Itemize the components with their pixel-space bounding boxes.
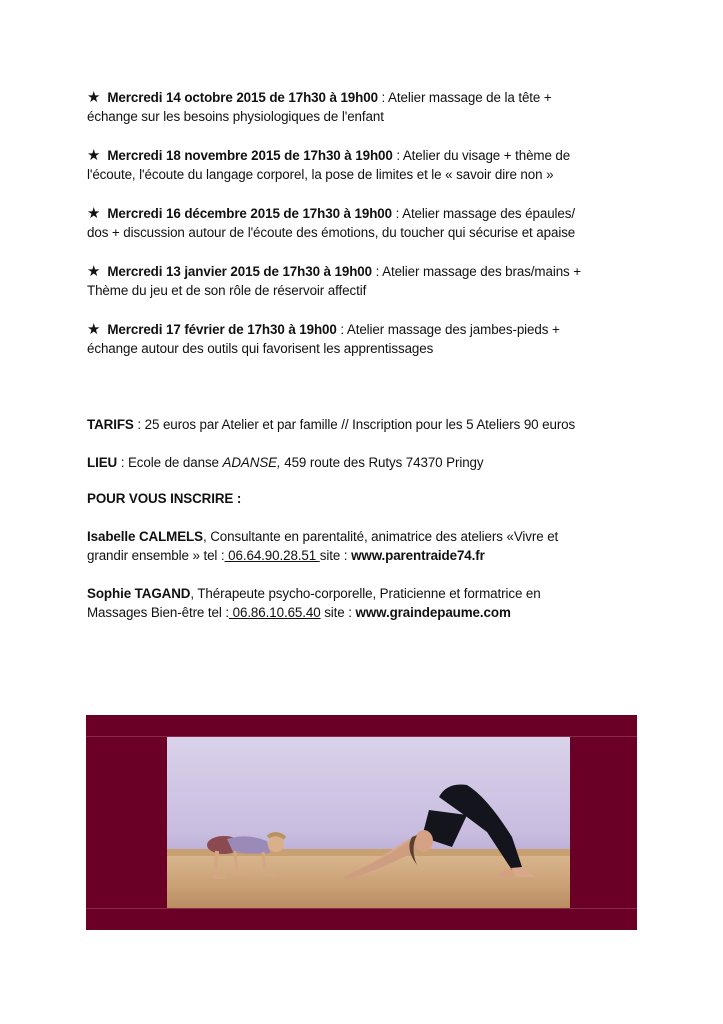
- workshop-item: [87, 88, 647, 126]
- contact-role: , Thérapeute psycho-corporelle, Praticienne et formatrice en: [190, 586, 541, 601]
- banner-divider: [86, 908, 637, 909]
- lieu-address: 459 route des Rutys 74370 Pringy: [280, 455, 484, 470]
- workshop-description: : Atelier massage des jambes-pieds +: [336, 322, 560, 337]
- workshop-description-cont: échange sur les besoins physiologiques de l'enfant: [87, 109, 384, 124]
- contact-name: Isabelle CALMELS: [87, 529, 203, 544]
- workshop-description-cont: l'écoute, l'écoute du langage corporel, la pose de limites et le « savoir dire non »: [87, 167, 554, 182]
- workshop-description: : Atelier massage des bras/mains +: [372, 264, 581, 279]
- star-icon: ★: [87, 89, 101, 106]
- workshop-description-cont: Thème du jeu et de son rôle de réservoir affectif: [87, 283, 367, 298]
- photo-banner: [86, 715, 637, 930]
- workshop-item: [87, 146, 647, 184]
- yoga-figures-illustration: [167, 737, 570, 908]
- contact-item: [87, 527, 647, 565]
- workshop-date: Mercredi 14 octobre 2015 de 17h30 à 19h00: [107, 90, 378, 105]
- tarifs-label: TARIFS: [87, 417, 134, 432]
- contact-phone[interactable]: 06.64.90.28.51: [224, 548, 320, 563]
- contact-site-link[interactable]: www.graindepaume.com: [355, 605, 511, 620]
- lieu-line: [87, 453, 647, 472]
- tarifs-text: : 25 euros par Atelier et par famille // Inscription pour les 5 Ateliers 90 euros: [133, 417, 576, 432]
- workshop-date: Mercredi 17 février de 17h30 à 19h00: [107, 322, 337, 337]
- contact-role: , Consultante en parentalité, animatrice des ateliers «Vivre et: [202, 529, 559, 544]
- site-label: site :: [320, 605, 356, 620]
- workshop-item: [87, 262, 647, 300]
- contact-item: [87, 584, 647, 622]
- lieu-text: : Ecole de danse: [117, 455, 223, 470]
- workshop-description: : Atelier massage des épaules/: [391, 206, 575, 221]
- contact-role-cont: Massages Bien-être tel :: [87, 605, 229, 620]
- workshop-description-cont: dos + discussion autour de l'écoute des émotions, du toucher qui sécurise et apaise: [87, 225, 576, 240]
- workshop-date: Mercredi 13 janvier 2015 de 17h30 à 19h00: [107, 264, 372, 279]
- workshop-description: : Atelier du visage + thème de: [392, 148, 571, 163]
- lieu-label: LIEU: [87, 455, 118, 470]
- inscription-heading: [87, 489, 647, 508]
- workshop-date: Mercredi 18 novembre 2015 de 17h30 à 19h00: [107, 148, 393, 163]
- star-icon: ★: [87, 321, 101, 338]
- site-label: site :: [319, 548, 352, 563]
- inscription-heading-text: POUR VOUS INSCRIRE :: [87, 491, 242, 506]
- venue-name: ADANSE,: [222, 455, 281, 470]
- contact-name: Sophie TAGAND: [87, 586, 191, 601]
- workshop-date: Mercredi 16 décembre 2015 de 17h30 à 19h00: [107, 206, 392, 221]
- star-icon: ★: [87, 147, 101, 164]
- yoga-photo: [167, 737, 570, 908]
- star-icon: ★: [87, 205, 101, 222]
- contact-role-cont: grandir ensemble » tel :: [87, 548, 225, 563]
- contact-site-link[interactable]: www.parentraide74.fr: [351, 548, 485, 563]
- workshop-description-cont: échange autour des outils qui favorisent les apprentissages: [87, 341, 434, 356]
- star-icon: ★: [87, 263, 101, 280]
- workshop-item: [87, 204, 647, 242]
- tarifs-line: [87, 415, 647, 434]
- workshop-description: : Atelier massage de la tête +: [377, 90, 552, 105]
- contact-phone[interactable]: 06.86.10.65.40: [229, 605, 321, 620]
- workshop-item: [87, 320, 647, 358]
